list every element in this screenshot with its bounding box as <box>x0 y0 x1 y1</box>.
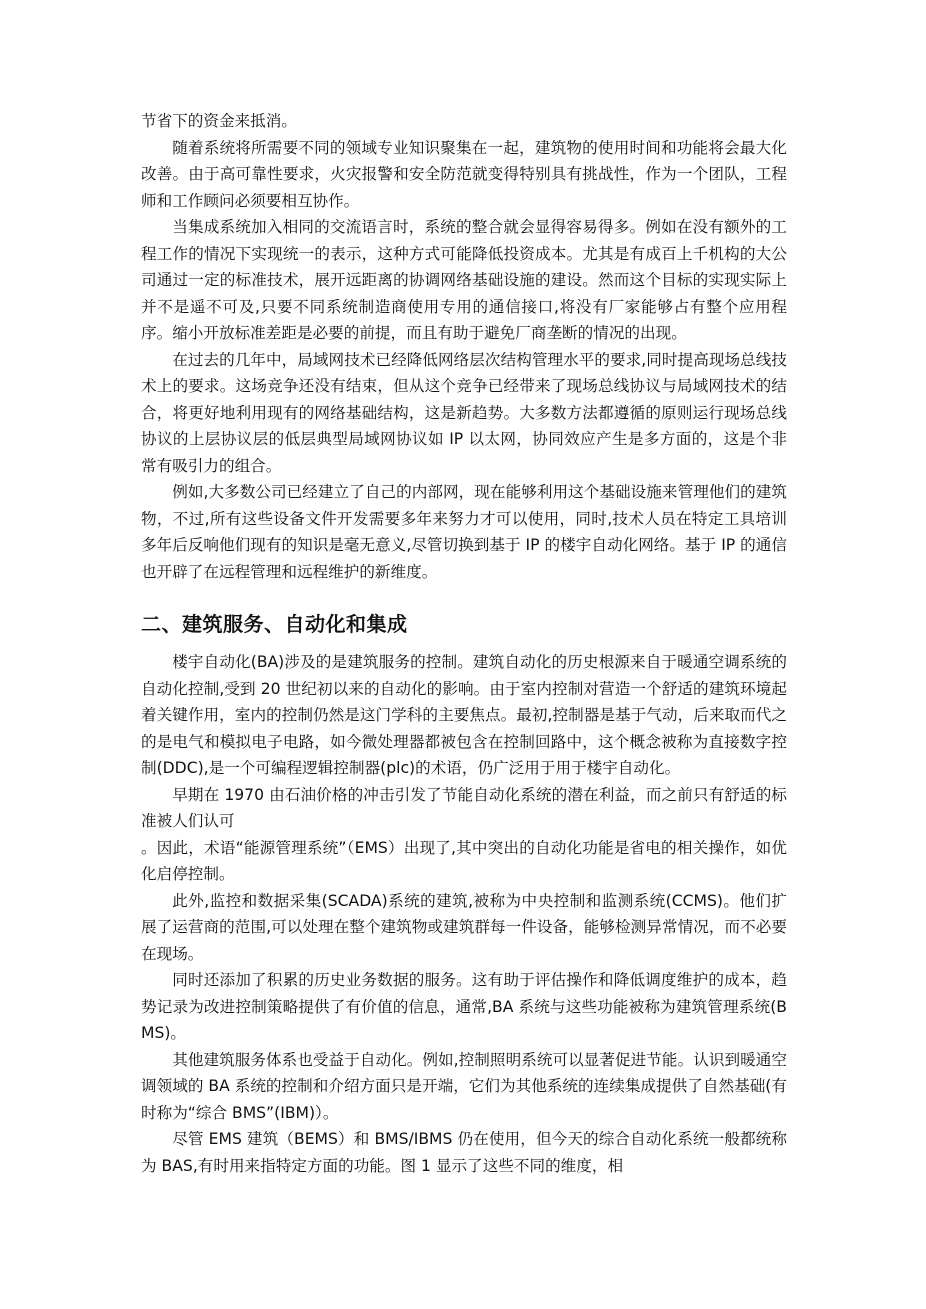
paragraph-ems: 。因此，术语“能源管理系统”（EMS）出现了,其中突出的自动化功能是省电的相关操作，如优化启停控制。 <box>141 838 787 883</box>
paragraph-building-automation: 楼宇自动化(BA)涉及的是建筑服务的控制。建筑自动化的历史根源来自于暖通空调系统的自动化控制,受到 20 世纪初以来的自动化的影响。由于室内控制对营造一个舒适的建筑环境起着关键作用，室内的控制仍然是这门学科的主要焦点。最初,控制器是基于气动，后来取而代之的是电气和模拟电子电路，如今微处理器都被包含在控制回路中，这个概念被称为直接数字控制(DDC),是一个可编程逻辑控制器(plc)的术语，仍广泛用于用于楼宇自动化。 <box>141 653 787 777</box>
paragraph-intranet-example: 例如,大多数公司已经建立了自己的内部网，现在能够利用这个基础设施来管理他们的建筑物，不过,所有这些设备文件开发需要多年来努力才可以使用，同时,技术人员在特定工具培训多年后反响他们现有的知识是毫无意义,尽管切换到基于 IP 的楼宇自动化网络。基于 IP 的通信也开辟了在远程管理和远程维护的新维度。 <box>141 483 787 581</box>
section-heading: 二、建筑服务、自动化和集成 <box>141 612 408 636</box>
paragraph-bas: 尽管 EMS 建筑（BEMS）和 BMS/IBMS 仍在使用，但今天的综合自动化系统一般都统称为 BAS,有时用来指特定方面的功能。图 1 显示了这些不同的维度，相 <box>141 1130 787 1175</box>
paragraph-lan-technology: 在过去的几年中，局域网技术已经降低网络层次结构管理水平的要求,同时提高现场总线技术上的要求。这场竞争还没有结束，但从这个竞争已经带来了现场总线协议与局域网技术的结合，将更好地利用现有的网络基础结构，这是新趋势。大多数方法都遵循的原则运行现场总线协议的上层协议层的低层典型局域网协议如 IP 以太网，协同效应产生是多方面的，这是个非常有吸引力的组合。 <box>141 350 787 475</box>
paragraph-lighting: 其他建筑服务体系也受益于自动化。例如,控制照明系统可以显著促进节能。认识到暖通空调领域的 BA 系统的控制和介绍方面只是开端，它们为其他系统的连续集成提供了自然基础(有时称为“综合 BMS”(IBM)）。 <box>141 1050 787 1122</box>
paragraph-bms: 同时还添加了积累的历史业务数据的服务。这有助于评估操作和降低调度维护的成本，趋势记录为改进控制策略提供了有价值的信息，通常,BA 系统与这些功能被称为建筑管理系统(BMS)。 <box>141 971 787 1042</box>
paragraph-continuation: 节省下的资金来抵消。 <box>141 112 297 130</box>
paragraph-common-language: 当集成系统加入相同的交流语言时，系统的整合就会显得容易得多。例如在没有额外的工程工作的情况下实现统一的表示，这种方式可能降低投资成本。尤其是有成百上千机构的大公司通过一定的标准技术，展开远距离的协调网络基础设施的建设。然而这个目标的实现实际上并不是遥不可及,只要不同系统制造商使用专用的通信接口,将没有厂家能够占有整个应用程序。缩小开放标准差距是必要的前提，而且有助于避免厂商垄断的情况的出现。 <box>141 218 787 342</box>
paragraph-system-integration: 随着系统将所需要不同的领域专业知识聚集在一起，建筑物的使用时间和功能将会最大化改善。由于高可靠性要求，火灾报警和安全防范就变得特别具有挑战性，作为一个团队，工程师和工作顾问必须要相互协作。 <box>141 138 787 210</box>
document-page <box>141 108 787 1179</box>
paragraph-scada: 此外,监控和数据采集(SCADA)系统的建筑,被称为中央控制和监测系统(CCMS)。他们扩展了运营商的范围,可以处理在整个建筑物或建筑群每一件设备，能够检测异常情况，而不必要在现场。 <box>141 891 787 963</box>
paragraph-oil-crisis: 早期在 1970 由石油价格的冲击引发了节能自动化系统的潜在利益，而之前只有舒适的标准被人们认可 <box>141 785 787 830</box>
